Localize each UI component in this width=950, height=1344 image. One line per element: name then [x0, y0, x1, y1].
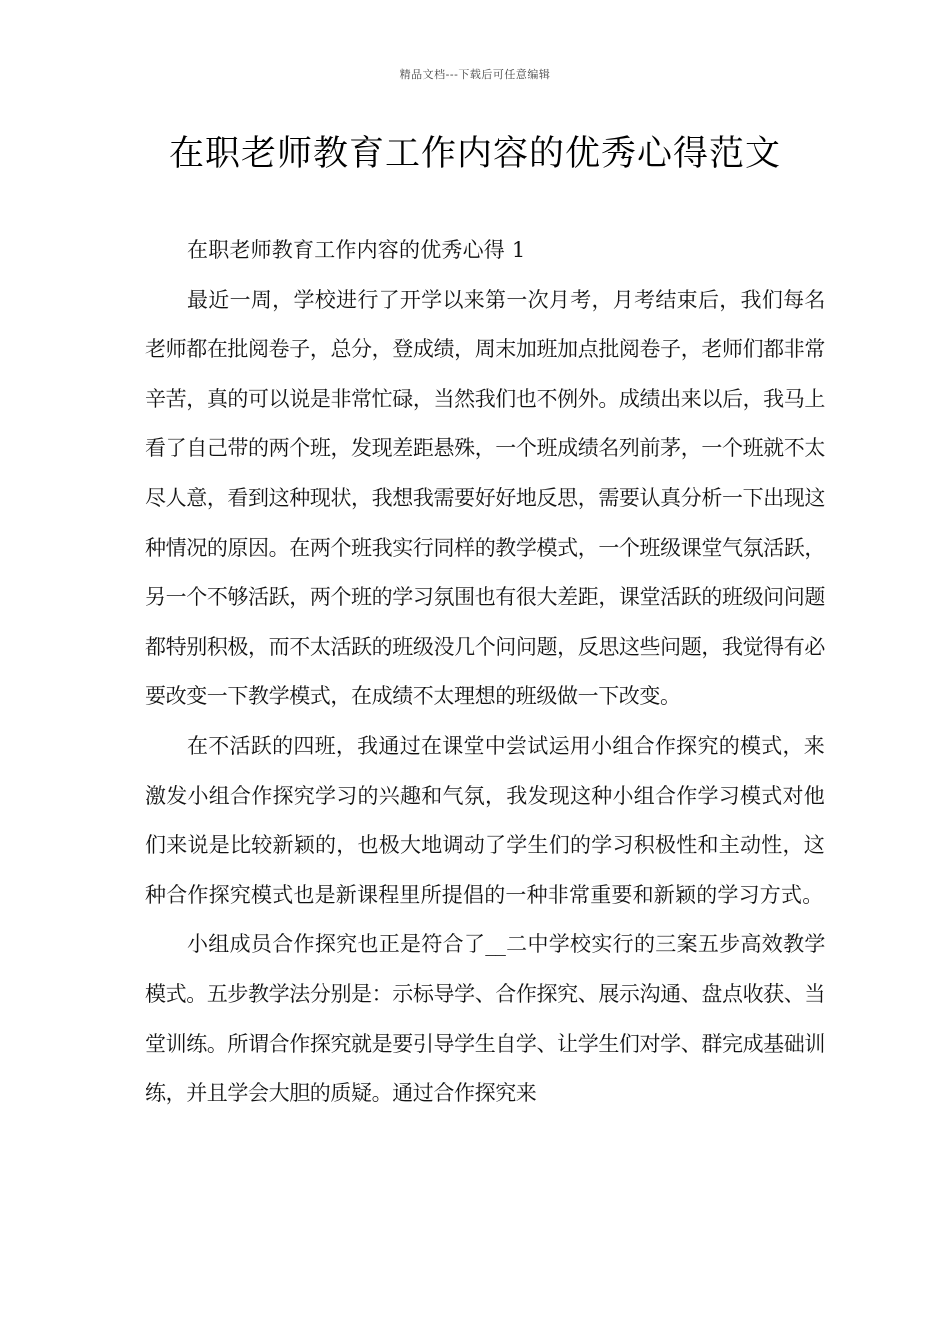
section-heading: 在职老师教育工作内容的优秀心得 1 — [187, 238, 526, 262]
header-note: 精品文档---下载后可任意编辑 — [399, 68, 551, 81]
document-body — [145, 226, 825, 1119]
document-title: 在职老师教育工作内容的优秀心得范文 — [168, 134, 781, 174]
paragraph: 最近一周，学校进行了开学以来第一次月考，月考结束后，我们每名老师都在批阅卷子，总分，登成绩，周末加班加点批阅卷子，老师们都非常辛苦，真的可以说是非常忙碌，当然我们也不例外。成绩出来以后，我马上看了自己带的两个班，发现差距悬殊，一个班成绩名列前茅，一个班就不太尽人意，看到这种现状，我想我需要好好地反思，需要认真分析一下出现这种情况的原因。在两个班我实行同样的教学模式，一个班级课堂气氛活跃，另一个不够活跃，两个班的学习氛围也有很大差距，课堂活跃的班级问问题都特别积极，而不太活跃的班级没几个问问题，反思这些问题，我觉得有必要改变一下教学模式，在成绩不太理想的班级做一下改变。 — [145, 287, 825, 709]
paragraph: 在不活跃的四班，我通过在课堂中尝试运用小组合作探究的模式，来激发小组合作探究学习的兴趣和气氛，我发现这种小组合作学习模式对他们来说是比较新颖的，也极大地调动了学生们的学习积极性和主动性，这种合作探究模式也是新课程里所提倡的一种非常重要和新颖的学习方式。 — [145, 733, 825, 907]
paragraph: 小组成员合作探究也正是符合了__二中学校实行的三案五步高效教学模式。五步教学法分别是：示标导学、合作探究、展示沟通、盘点收获、当堂训练。所谓合作探究就是要引导学生自学、让学生们对学、群完成基础训练，并且学会大胆的质疑。通过合作探究来 — [145, 932, 825, 1106]
